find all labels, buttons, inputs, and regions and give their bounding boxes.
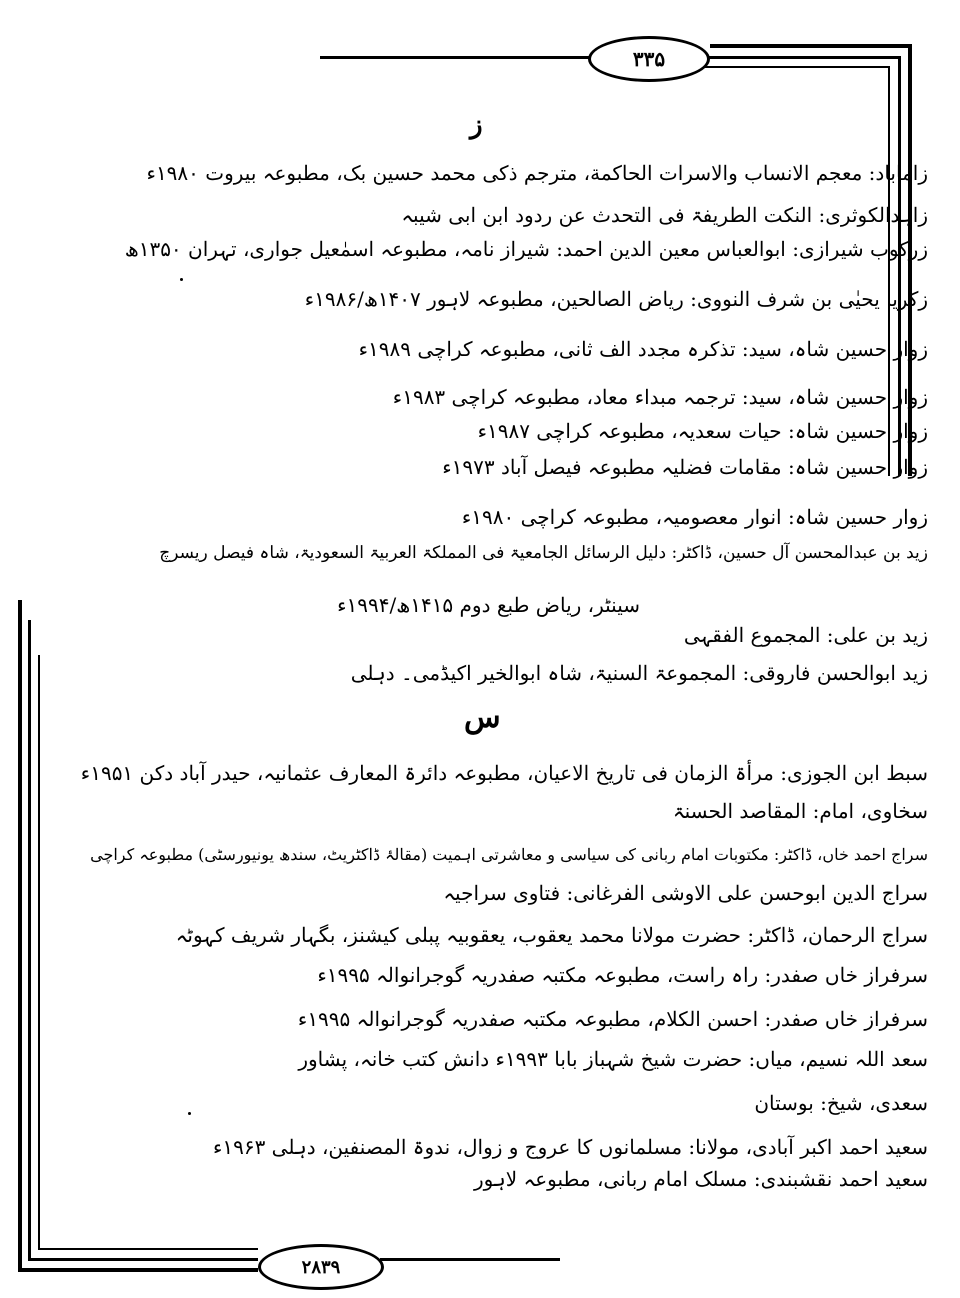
- entry-z-10: زید بن عبدالمحسن آل حسین، ڈاکٹر: دلیل الرسائل الجامعیۃ فی المملکۃ العربیۃ السعودیۃ، شاہ فیصل ریسرچ: [159, 543, 928, 563]
- scan-speck: [188, 1112, 191, 1115]
- entry-s-11: سعید احمد نقشبندی: مسلک امام ربانی، مطبوعہ لاہور: [474, 1167, 928, 1191]
- entry-z-12: زید ابوالحسن فاروقی: المجموعۃ السنیۃ، شاہ ابوالخیر اکیڈمی۔ دہلی: [350, 661, 928, 685]
- frame-bottom-rule-1: [18, 1268, 258, 1272]
- entry-z-6: زوار حسین شاہ، سید: ترجمہ مبداء معاد، مطبوعہ کراچی ۱۹۸۳ء: [392, 385, 928, 409]
- frame-left-rule-1: [18, 600, 22, 1270]
- scan-speck: [180, 278, 183, 281]
- entry-z-9: زوار حسین شاہ: انوار معصومیہ، مطبوعہ کراچی ۱۹۸۰ء: [461, 505, 928, 529]
- frame-top-rule-left: [320, 56, 590, 59]
- frame-bottom-rule-right: [380, 1258, 560, 1261]
- entry-z-10-cont: سینٹر، ریاض طبع دوم ۱۴۱۵ھ/۱۹۹۴ء: [337, 593, 640, 617]
- frame-right-rule-3: [888, 66, 890, 476]
- entry-s-10: سعید احمد اکبر آبادی، مولانا: مسلمانوں کا عروج و زوال، ندوۃ المصنفین، دہلی ۱۹۶۳ء: [212, 1135, 928, 1159]
- entry-s-6: سرفراز خاں صفدر: راہ راست، مطبوعہ مکتبہ صفدریہ گوجرانوالہ ۱۹۹۵ء: [317, 963, 928, 987]
- entry-s-2: سخاوی، امام: المقاصد الحسنۃ: [672, 799, 928, 823]
- entry-s-4: سراج الدین ابوحسن علی الاوشی الفرغانی: فتاوی سراجیہ: [443, 881, 928, 905]
- entry-z-7: زوار حسین شاہ: حیات سعدیہ، مطبوعہ کراچی ۱۹۸۷ء: [477, 419, 928, 443]
- frame-left-rule-3: [38, 655, 40, 1250]
- section-heading-zay: ز: [470, 110, 483, 140]
- entry-z-5: زوار حسین شاہ، سید: تذکرہ مجدد الف ثانی، مطبوعہ کراچی ۱۹۸۹ء: [358, 337, 928, 361]
- entry-s-9: سعدی، شیخ: بوستان: [754, 1091, 928, 1115]
- entry-z-4: زکریا یحیٰی بن شرف النووی: ریاض الصالحین، مطبوعہ لاہور ۱۴۰۷ھ/۱۹۸۶ء: [304, 287, 928, 311]
- page-number-bottom: ۲۸۳۹: [258, 1244, 384, 1290]
- frame-top-rule-2: [700, 56, 900, 59]
- page-number-top: ۳۳۵: [588, 36, 710, 82]
- entry-z-11: زید بن علی: المجموع الفقہی: [683, 623, 928, 647]
- frame-left-rule-2: [28, 620, 31, 1260]
- frame-top-rule-3: [700, 66, 890, 68]
- entry-z-3: زرکوب شیرازی: ابوالعباس معین الدین احمد: شیراز نامہ، مطبوعہ اسمٰعیل جواری، تہران ۱۳۵۰ھ: [124, 237, 928, 261]
- frame-top-rule-1: [710, 44, 910, 48]
- entry-z-8: زوار حسین شاہ: مقامات فضلیہ مطبوعہ فیصل آباد ۱۹۷۳ء: [442, 455, 928, 479]
- frame-bottom-rule-2: [28, 1258, 258, 1261]
- entry-s-1: سبط ابن الجوزی: مرأۃ الزمان فی تاریخ الاعیان، مطبوعہ دائرۃ المعارف عثمانیہ، حیدر آباد دکن ۱۹۵۱ء: [80, 761, 928, 785]
- entry-z-2: زاہدالکوثری: النکت الطریفۃ فی التحدث عن ردود ابن ابی شیبہ: [401, 203, 928, 227]
- entry-s-8: سعد اللہ نسیم، میاں: حضرت شیخ شہباز بابا ۱۹۹۳ء دانش کتب خانہ، پشاور: [298, 1047, 928, 1071]
- entry-s-7: سرفراز خاں صفدر: احسن الکلام، مطبوعہ مکتبہ صفدریہ گوجرانوالہ ۱۹۹۵ء: [297, 1007, 928, 1031]
- entry-s-3: سراج احمد خاں، ڈاکٹر: مکتوبات امام ربانی کی سیاسی و معاشرتی اہمیت (مقالۂ ڈاکٹریٹ، سندھ یونیورسٹی) مطبوعہ کراچی: [90, 845, 928, 864]
- entry-z-1: زاماباد: معجم الانساب والاسرات الحاکمة، مترجم ذکی محمد حسین بک، مطبوعہ بیروت ۱۹۸۰ء: [146, 161, 928, 185]
- entry-s-5: سراج الرحمان، ڈاکٹر: حضرت مولانا محمد یعقوب، یعقوبیہ پبلی کیشنز، بگہار شریف کہوٹہ: [175, 923, 928, 947]
- frame-bottom-rule-3: [38, 1248, 258, 1250]
- frame-right-rule-2: [898, 56, 901, 476]
- section-heading-seen: س: [464, 700, 501, 735]
